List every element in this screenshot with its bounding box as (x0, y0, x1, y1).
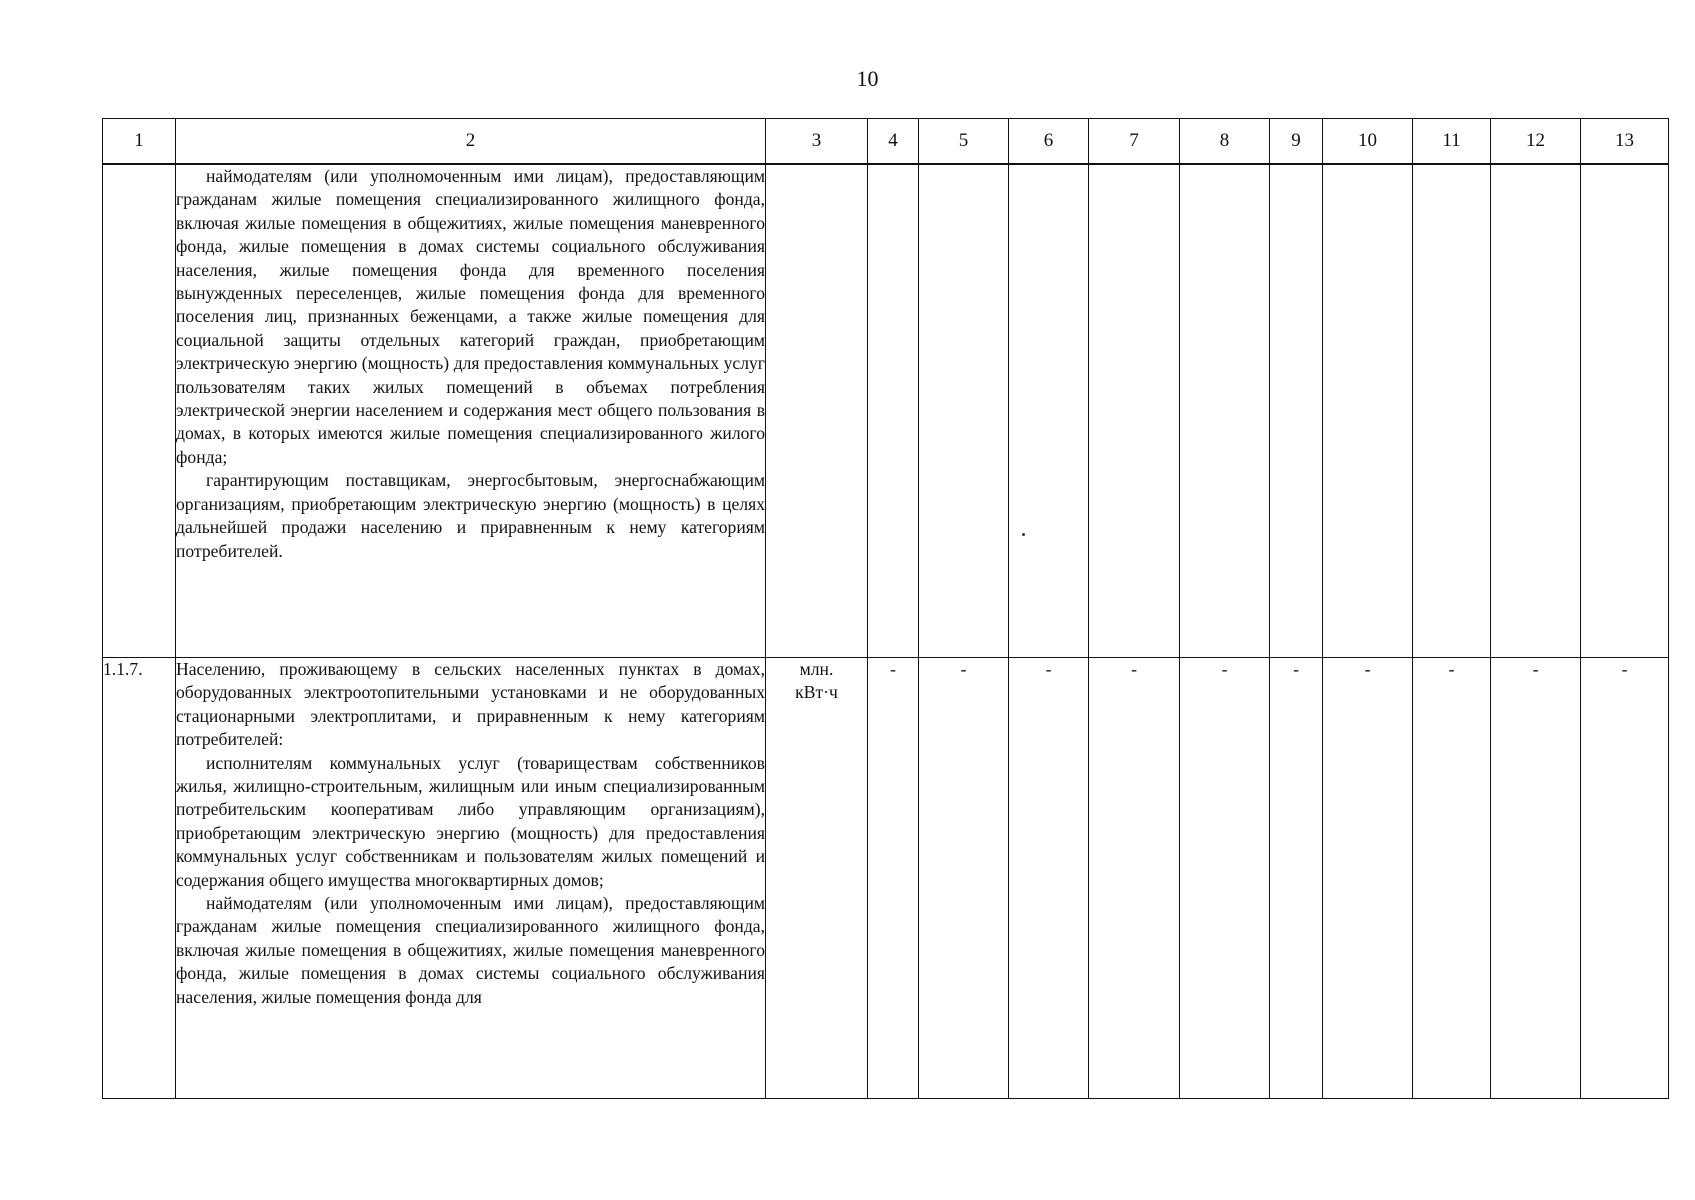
column-header: 10 (1323, 119, 1413, 165)
paragraph: наймодателям (или уполномоченным ими лицам), предоставляющим гражданам жилые помещения специализированного жилищного фонда, включая жилые помещения в общежитиях, жилые помещения маневренного фонда, жилые помещения в домах системы социального обслуживания населения, жилые помещения фонда для (176, 893, 765, 1007)
value-cell (1323, 164, 1413, 658)
row-number (103, 164, 176, 658)
value-cell: - (1323, 658, 1413, 1099)
paragraph-lead: Населению, проживающему в сельских населенных пунктах в домах, оборудованных электроотопительными установками и не оборудованных стационарными электроплитами, и приравненным к нему категориям потребителей: (176, 659, 765, 750)
value-cell (1581, 164, 1669, 658)
value-cell: - (1491, 658, 1581, 1099)
column-header: 1 (103, 119, 176, 165)
row-description (176, 658, 766, 1099)
column-header: 2 (176, 119, 766, 165)
value-cell (1270, 164, 1323, 658)
column-header: 12 (1491, 119, 1581, 165)
column-header: 8 (1180, 119, 1270, 165)
column-header: 5 (919, 119, 1009, 165)
value-cell: - (1270, 658, 1323, 1099)
tariff-table (102, 118, 1669, 1099)
row-number: 1.1.7. (103, 658, 176, 1099)
value-cell (1009, 164, 1089, 658)
value-cell: - (1089, 658, 1180, 1099)
value-cell (1089, 164, 1180, 658)
unit-line: млн. (799, 659, 834, 679)
column-header: 9 (1270, 119, 1323, 165)
value-cell: - (868, 658, 919, 1099)
value-cell (1413, 164, 1491, 658)
paragraph: исполнителям коммунальных услуг (товариществам собственников жилья, жилищно-строительным, жилищным или иным специализированным потребительским кооперативам либо управляющим организациям), приобретающим электрическую энергию (мощность) для предоставления коммунальных услуг собственникам и пользователям жилых помещений и содержания общего имущества многоквартирных домов; (176, 752, 765, 890)
row-description (176, 164, 766, 658)
scan-speck (1022, 533, 1025, 536)
table-row (103, 658, 1669, 1099)
value-cell: - (1009, 658, 1089, 1099)
value-cell: - (1581, 658, 1669, 1099)
column-header: 11 (1413, 119, 1491, 165)
column-header: 7 (1089, 119, 1180, 165)
unit-line: кВт·ч (795, 682, 838, 702)
table-row (103, 164, 1669, 658)
unit-cell (766, 164, 868, 658)
paragraph: наймодателям (или уполномоченным ими лицам), предоставляющим гражданам жилые помещения специализированного жилищного фонда, включая жилые помещения в общежитиях, жилые помещения маневренного фонда, жилые помещения в домах системы социального обслуживания населения, жилые помещения фонда для временного поселения вынужденных переселенцев, жилые помещения фонда для временного поселения лиц, признанных беженцами, а также жилые помещения для социальной защиты отдельных категорий граждан, приобретающим электрическую энергию (мощность) для предоставления коммунальных услуг пользователям таких жилых помещений в объемах потребления электрической энергии населением и содержания мест общего пользования в домах, в которых имеются жилые помещения специализированного жилого фонда; (176, 166, 765, 467)
value-cell: - (919, 658, 1009, 1099)
column-header: 4 (868, 119, 919, 165)
column-header: 13 (1581, 119, 1669, 165)
value-cell (1180, 164, 1270, 658)
page-number: 10 (856, 66, 879, 91)
paragraph: гарантирующим поставщикам, энергосбытовым, энергоснабжающим организациям, приобретающим электрическую энергию (мощность) в целях дальнейшей продажи населению и приравненным к нему категориям потребителей. (176, 470, 765, 561)
value-cell (1491, 164, 1581, 658)
column-header: 6 (1009, 119, 1089, 165)
header-row (103, 119, 1669, 165)
value-cell (868, 164, 919, 658)
value-cell: - (1413, 658, 1491, 1099)
value-cell (919, 164, 1009, 658)
column-header: 3 (766, 119, 868, 165)
value-cell: - (1180, 658, 1270, 1099)
unit-cell (766, 658, 868, 1099)
